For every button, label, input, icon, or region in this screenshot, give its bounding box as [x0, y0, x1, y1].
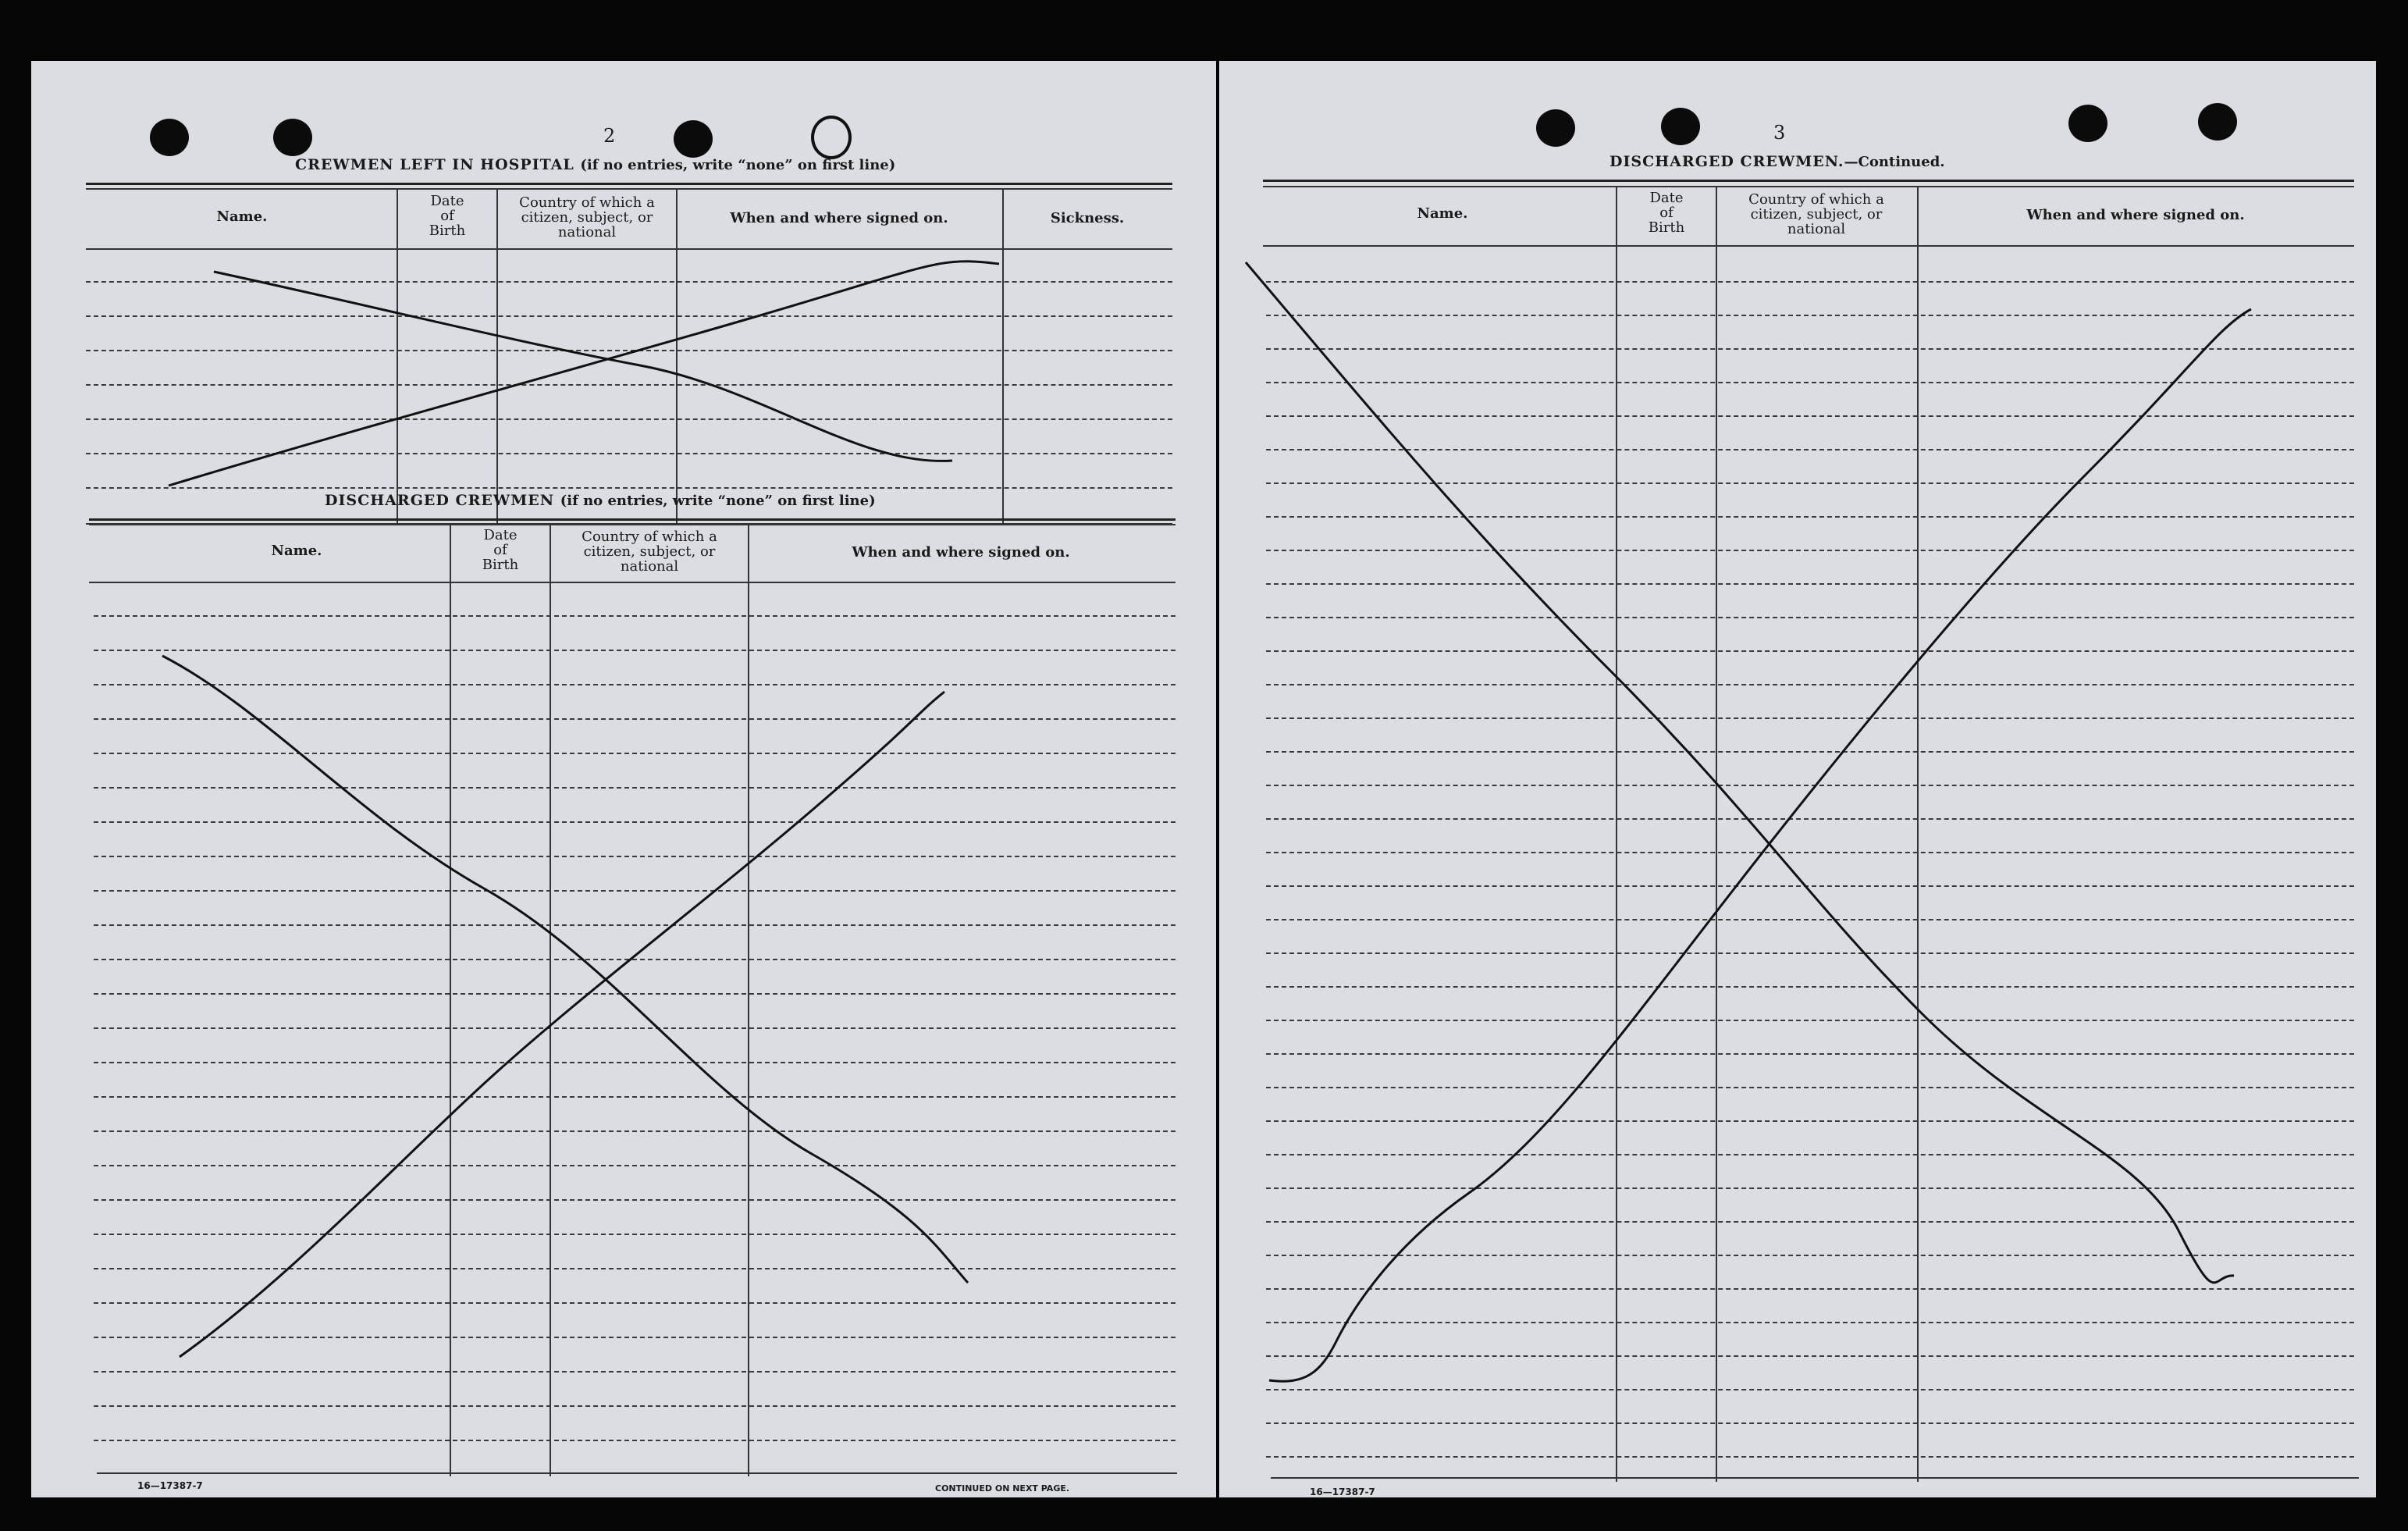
column-header-signed-on: When and where signed on. — [852, 544, 1070, 561]
column-header-country: Country of which a citizen, subject, or national — [582, 529, 717, 575]
right-page — [1219, 61, 2376, 1497]
hospital-title-note: (if no entries, write “none” on first line) — [580, 157, 896, 173]
column-header-signed-on: When and where signed on. — [730, 210, 948, 226]
discharged-continued-text: DISCHARGED CREWMEN. — [1609, 153, 1844, 170]
column-header-name: Name. — [1417, 205, 1468, 222]
form-number: 16—17387-7 — [137, 1480, 203, 1491]
discharged-title-text: DISCHARGED CREWMEN — [325, 492, 555, 509]
cross-out-stroke — [180, 692, 944, 1357]
column-header-name: Name. — [271, 543, 322, 559]
page-number: 2 — [603, 125, 616, 147]
cross-out-stroke — [1246, 262, 2234, 1283]
column-header-country: Country of which a citizen, subject, or national — [519, 194, 655, 240]
cross-out-stroke — [162, 656, 968, 1283]
cross-out-stroke — [1269, 309, 2251, 1381]
left-page — [31, 61, 1216, 1497]
column-header-birth: Date of Birth — [482, 527, 519, 573]
column-header-birth: Date of Birth — [429, 193, 466, 239]
discharged-title-note: (if no entries, write “none” on first line) — [560, 493, 876, 509]
cross-out-marks — [1219, 61, 2376, 1497]
column-header-name: Name. — [216, 208, 268, 225]
column-header-signed-on: When and where signed on. — [2026, 207, 2245, 223]
cross-out-marks — [31, 61, 1216, 1497]
continued-note: CONTINUED ON NEXT PAGE. — [935, 1483, 1070, 1494]
continued-suffix: —Continued. — [1844, 154, 1945, 170]
column-header-country: Country of which a citizen, subject, or national — [1748, 191, 1884, 237]
hospital-title-text: CREWMEN LEFT IN HOSPITAL — [295, 156, 574, 173]
page-number: 3 — [1773, 122, 1786, 144]
column-header-sickness: Sickness. — [1050, 210, 1125, 226]
column-header-birth: Date of Birth — [1648, 190, 1685, 236]
form-number: 16—17387-7 — [1310, 1486, 1375, 1497]
cross-out-stroke — [169, 262, 999, 486]
